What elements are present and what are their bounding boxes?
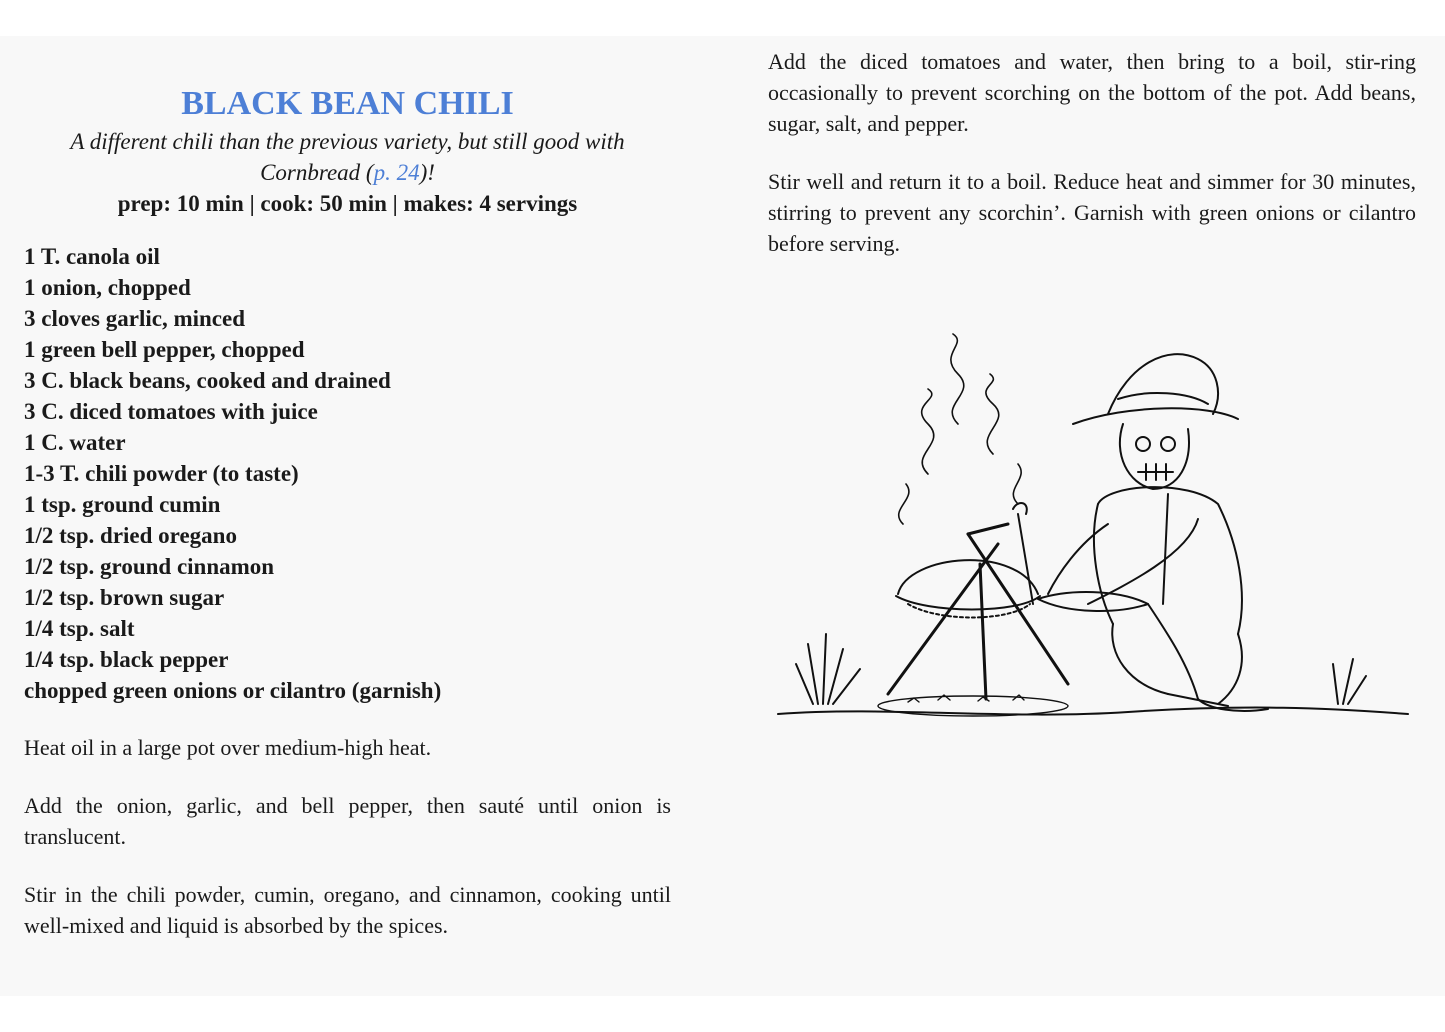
left-column — [24, 86, 671, 968]
recipe-meta: prep: 10 min | cook: 50 min | makes: 4 servings — [117, 191, 578, 216]
ingredient-item: 1/2 tsp. brown sugar — [24, 585, 225, 610]
tripod-icon — [888, 524, 1068, 699]
step-paragraph: Stir well and return it to a boil. Reduce heat and simmer for 30 minutes, stirring to prevent any scorchin’. Garnish with green onions or cilantro before serving. — [768, 169, 1416, 256]
cornbread-page-link[interactable]: p. 24 — [373, 160, 420, 185]
recipe-title: BLACK BEAN CHILI — [181, 85, 514, 122]
subtitle-text: A different chili than the previous variety, but still good with Cornbread ( — [70, 129, 625, 185]
ingredient-item: 1 onion, chopped — [24, 275, 191, 300]
recipe-page — [0, 36, 1445, 996]
step-paragraph: Heat oil in a large pot over medium-high heat. — [24, 735, 432, 760]
ingredient-item: 1/2 tsp. dried oregano — [24, 523, 237, 548]
step-paragraph: Stir in the chili powder, cumin, oregano, and cinnamon, cooking until well-mixed and liquid is absorbed by the spices. — [24, 882, 671, 938]
ingredient-item: 3 cloves garlic, minced — [24, 306, 246, 331]
ingredient-item: 1 C. water — [24, 430, 126, 455]
ingredient-item: 1 tsp. ground cumin — [24, 492, 221, 517]
recipe-subtitle — [24, 126, 671, 188]
ingredient-item: 1 T. canola oil — [24, 244, 160, 269]
skeleton-cowboy-illustration — [768, 304, 1416, 734]
right-column — [768, 46, 1416, 286]
ingredient-item: 3 C. diced tomatoes with juice — [24, 399, 318, 424]
step-paragraph: Add the diced tomatoes and water, then bring to a boil, stir-ring occasionally to prevent scorching on the bottom of the pot. Add beans, sugar, salt, and pepper. — [768, 49, 1416, 136]
ingredient-item: 1-3 T. chili powder (to taste) — [24, 461, 299, 486]
desert-brush-icon — [796, 634, 1366, 704]
ingredient-item: 1/2 tsp. ground cinnamon — [24, 554, 275, 579]
ingredient-item: 1/4 tsp. black pepper — [24, 647, 229, 672]
ingredient-item: 1 green bell pepper, chopped — [24, 337, 305, 362]
subtitle-end: )! — [419, 160, 435, 185]
ingredient-item: chopped green onions or cilantro (garnish) — [24, 678, 442, 703]
ingredient-item: 3 C. black beans, cooked and drained — [24, 368, 391, 393]
step-paragraph: Add the onion, garlic, and bell pepper, then sauté until onion is translucent. — [24, 793, 671, 849]
ingredient-item: 1/4 tsp. salt — [24, 616, 135, 641]
ingredient-list — [24, 241, 671, 706]
ground-line — [778, 708, 1408, 715]
steam-icon — [899, 334, 1021, 524]
